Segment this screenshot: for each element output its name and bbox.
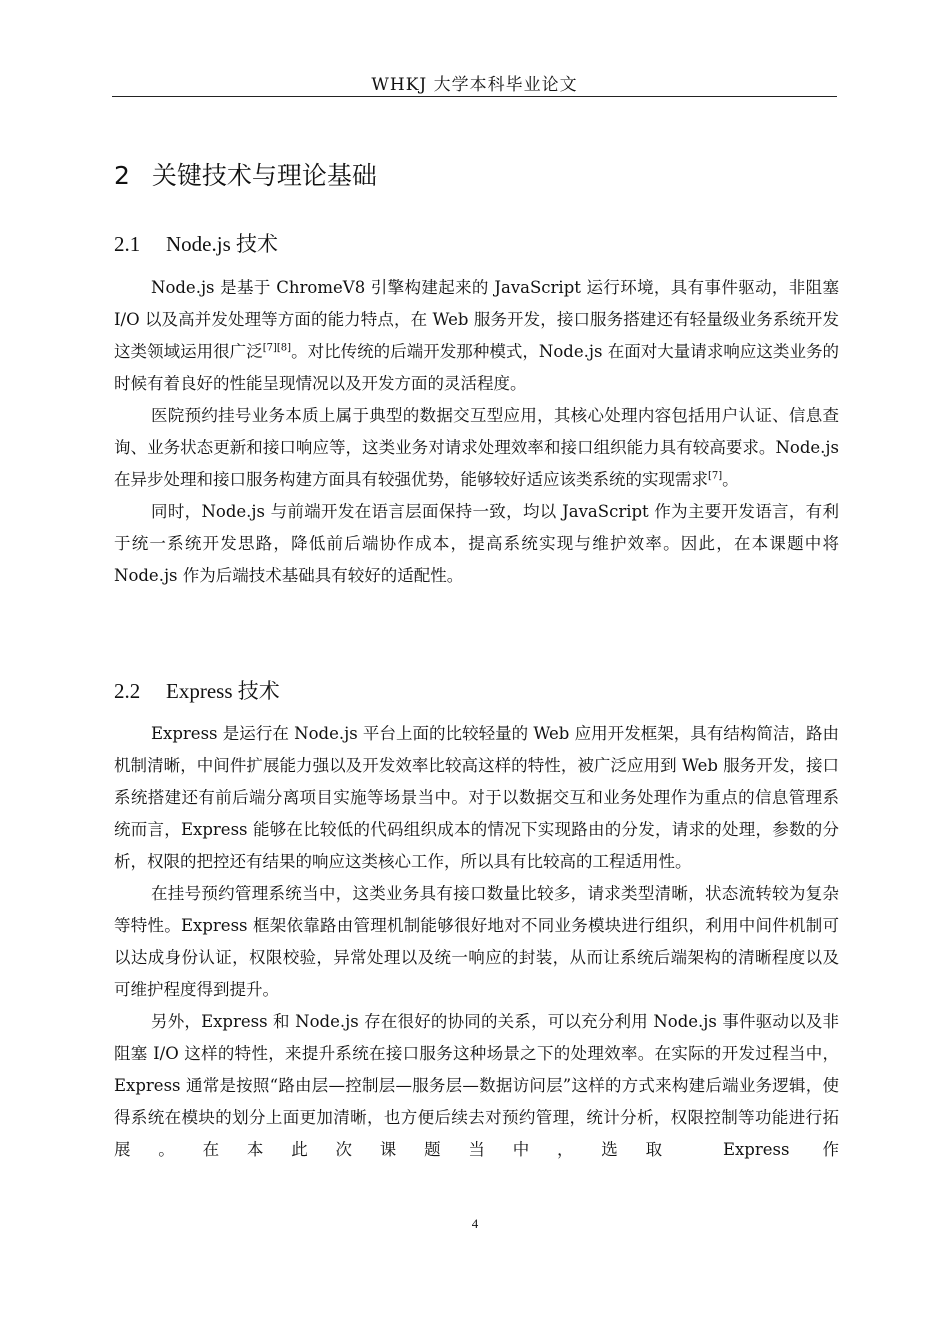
chapter-number: 2 bbox=[114, 161, 130, 190]
running-header: WHKJ 大学本科毕业论文 bbox=[371, 75, 578, 95]
header-rule bbox=[112, 96, 837, 97]
section-heading-2-2 bbox=[114, 675, 839, 705]
paragraph: 在挂号预约管理系统当中，这类业务具有接口数量比较多，请求类型清晰，状态流转较为复杂等特性。Express 框架依靠路由管理机制能够很好地对不同业务模块进行组织，利用中间件机制可以达成身份认证，权限校验，异常处理以及统一响应的封装，从而让系统后端架构的清晰程度以及可维护程度得到提升。 bbox=[114, 884, 839, 999]
paragraph: Node.js 是基于 ChromeV8 引擎构建起来的 JavaScript 运行环境，具有事件驱动，非阻塞 I/O 以及高并发处理等方面的能力特点，在 Web 服务开发，接口服务搭建还有轻量级业务系统开发这类领域运用很广泛[7][8]。对比传统的后端开发那种模式，Node.js 在面对大量请求响应这类业务的时候有着良好的性能呈现情况以及开发方面的灵活程度。 bbox=[114, 278, 839, 393]
citation: [7][8] bbox=[262, 342, 292, 354]
section-title: Node.js 技术 bbox=[166, 232, 278, 256]
section-number: 2.1 bbox=[114, 232, 141, 256]
page-number: 4 bbox=[471, 1216, 479, 1231]
chapter-heading bbox=[114, 156, 839, 192]
paragraph: 另外，Express 和 Node.js 存在很好的协同的关系，可以充分利用 Node.js 事件驱动以及非阻塞 I/O 这样的特性，来提升系统在接口服务这种场景之下的处理效率。在实际的开发过程当中，Express 通常是按照“路由层—控制层—服务层—数据访问层”这样的方式来构建后端业务逻辑，使得系统在模块的划分上面更加清晰，也方便后续去对预约管理，统计分析，权限控制等功能进行拓展。在本此次课题当中，选取 Express 作 bbox=[114, 1012, 839, 1159]
section-number: 2.2 bbox=[114, 679, 141, 703]
chapter-title: 关键技术与理论基础 bbox=[151, 161, 377, 190]
section-heading-2-1 bbox=[114, 228, 839, 258]
section-body-2-2 bbox=[114, 718, 839, 1166]
section-title: Express 技术 bbox=[166, 679, 280, 703]
section-body-2-1 bbox=[114, 272, 839, 592]
paragraph: 医院预约挂号业务本质上属于典型的数据交互型应用，其核心处理内容包括用户认证、信息查询、业务状态更新和接口响应等，这类业务对请求处理效率和接口组织能力具有较高要求。Node.js 在异步处理和接口服务构建方面具有较强优势，能够较好适应该类系统的实现需求[7]。 bbox=[114, 406, 839, 489]
paragraph: 同时，Node.js 与前端开发在语言层面保持一致，均以 JavaScript 作为主要开发语言，有利于统一系统开发思路，降低前后端协作成本，提高系统实现与维护效率。因此，在本课题中将 Node.js 作为后端技术基础具有较好的适配性。 bbox=[114, 502, 839, 585]
citation: [7] bbox=[708, 470, 723, 482]
paragraph: Express 是运行在 Node.js 平台上面的比较轻量的 Web 应用开发框架，具有结构简洁，路由机制清晰，中间件扩展能力强以及开发效率比较高这样的特性，被广泛应用到 Web 服务开发，接口系统搭建还有前后端分离项目实施等场景当中。对于以数据交互和业务处理作为重点的信息管理系统而言，Express 能够在比较低的代码组织成本的情况下实现路由的分发，请求的处理，参数的分析，权限的把控还有结果的响应这类核心工作，所以具有比较高的工程适用性。 bbox=[114, 724, 839, 871]
